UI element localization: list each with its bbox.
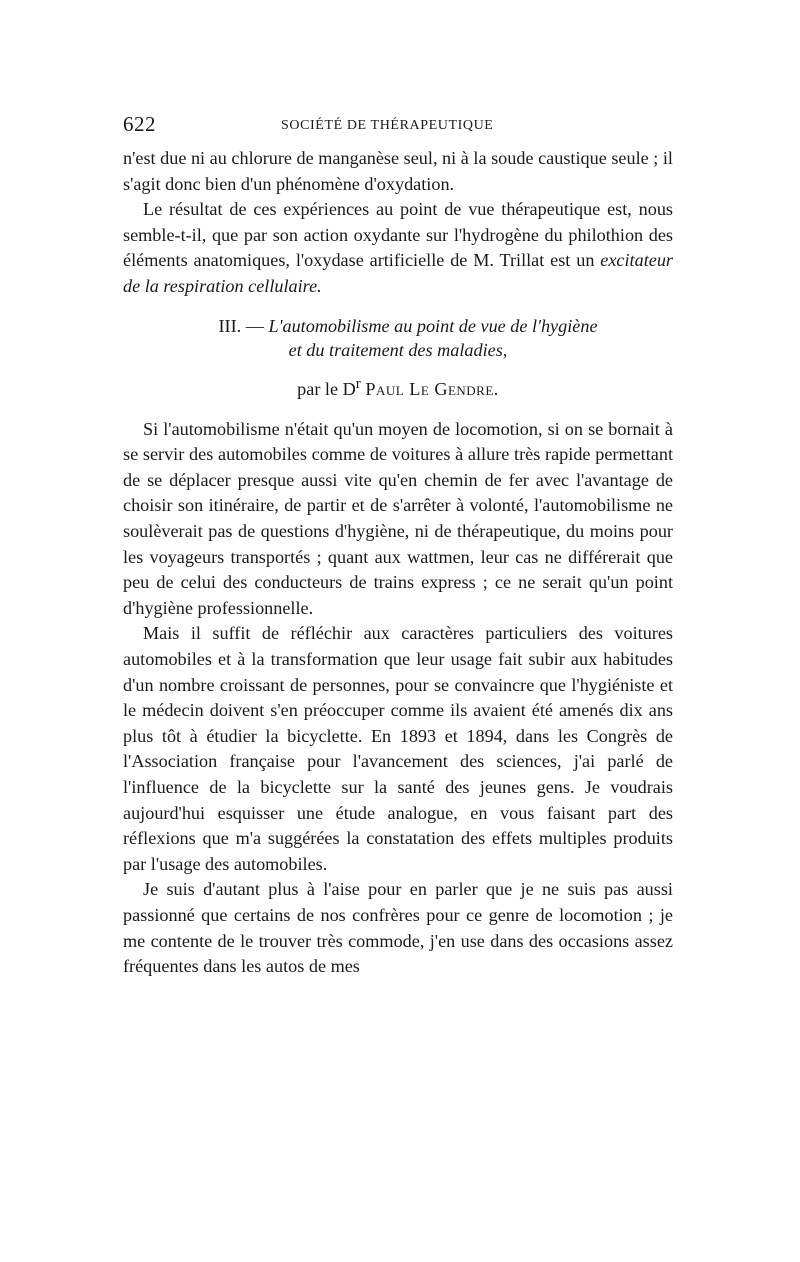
body-text <box>123 417 673 980</box>
section-title-line <box>123 314 673 338</box>
running-title: SOCIÉTÉ DE THÉRAPEUTIQUE <box>281 118 494 133</box>
paragraph: n'est due ni au chlorure de manganèse seul, ni à la soude caustique seule ; il s'agit donc bien d'un phénomène d'oxydation. <box>123 148 673 194</box>
section-title-line <box>123 338 673 362</box>
intro-text <box>123 146 673 300</box>
paragraph: Si l'automobilisme n'était qu'un moyen de locomotion, si on se bornait à se servir des automobiles comme de voitures à allure très rapide permettant de se déplacer presque aussi vite qu'en chemin de fer avec l'avantage de choisir son itinéraire, de partir et de s'arrêter à volonté, l'automobilisme ne soulèverait pas de questions d'hygiène, ni de thérapeutique, du moins pour les voyageurs transportés ; quant aux wattmen, leur cas ne différerait que peu de celui des conducteurs de trains express ; ce ne serait qu'un point d'hygiène professionnelle. <box>123 418 673 618</box>
section-title-continued: et du traitement des maladies, <box>288 339 508 360</box>
section-numeral: III. — <box>218 315 269 336</box>
section-title: L'automobilisme au point de vue de l'hygiène <box>268 315 598 336</box>
author-prefix: par le D <box>297 378 356 399</box>
author-sup: r <box>355 374 361 392</box>
section-author <box>123 372 673 401</box>
page <box>123 112 673 980</box>
section-heading <box>123 314 673 401</box>
paragraph: Je suis d'autant plus à l'aise pour en parler que je ne suis pas aussi passionné que certains de nos confrères pour ce genre de locomotion ; je me contente de le trouver très commode, j'en use dans des occasions assez fréquentes dans les autos de mes <box>123 879 673 977</box>
page-number: 622 <box>123 112 156 136</box>
paragraph <box>123 197 673 299</box>
paragraph-text: Le résultat de ces expériences au point de vue thérapeutique est, nous semble-t-il, que par son action oxydante sur l'hydrogène du philothion des éléments anatomiques, l'oxydase artificielle de M. Trillat est un <box>123 199 673 271</box>
emphasis-text: excitateur de la respiration cellulaire. <box>123 250 673 296</box>
running-header <box>123 112 673 136</box>
author-name: Paul Le Gendre. <box>365 378 499 399</box>
paragraph: Mais il suffit de réfléchir aux caractères particuliers des voitures automobiles et à la transformation que leur usage fait subir aux habitudes d'un nombre croissant de personnes, pour se convaincre que l'hygiéniste et le médecin doivent s'en préoccuper comme ils avaient été amenés dix ans plus tôt à étudier la bicyclette. En 1893 et 1894, dans les Congrès de l'Association française pour l'avancement des sciences, j'ai parlé de l'influence de la bicyclette sur la santé des jeunes gens. Je voudrais aujourd'hui esquisser une étude analogue, en vous faisant part des réflexions que m'a suggérées la constatation des effets multiples produits par l'usage des automobiles. <box>123 623 673 874</box>
